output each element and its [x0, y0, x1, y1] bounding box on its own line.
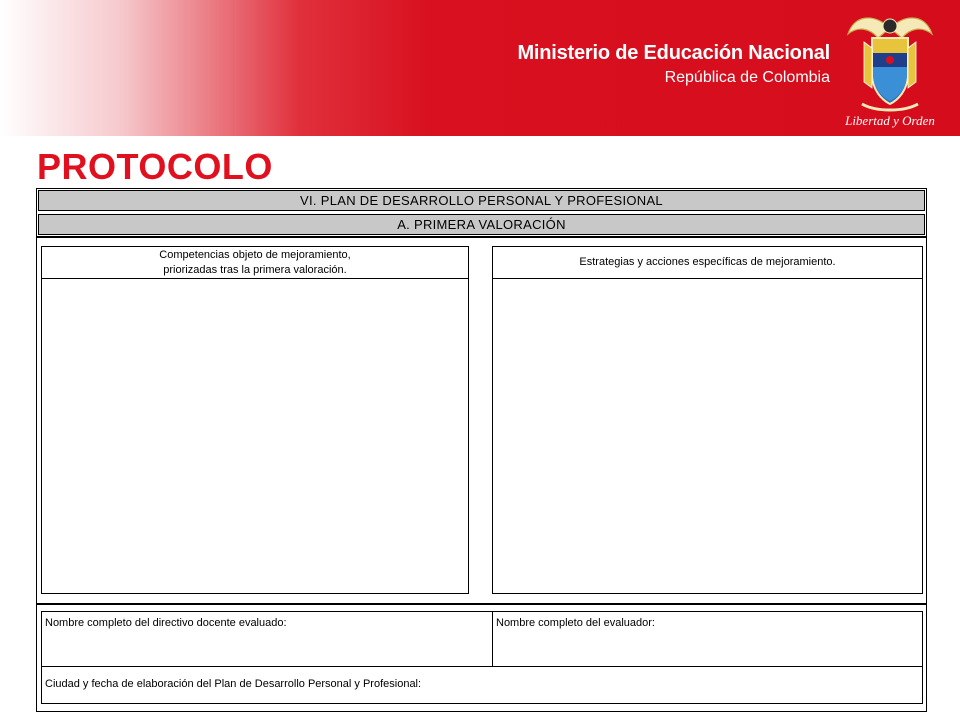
motto-text: Libertad y Orden	[845, 113, 935, 128]
evaluator-name-field[interactable]	[493, 612, 922, 666]
divider-bottom	[36, 603, 927, 605]
country-name: República de Colombia	[664, 69, 830, 86]
strategies-box[interactable]	[492, 246, 923, 594]
evaluated-name-label: Nombre completo del directivo docente evaluado:	[45, 617, 287, 629]
subsection-title: A. PRIMERA VALORACIÓN	[38, 214, 925, 235]
page-title: PROTOCOLO	[37, 146, 273, 187]
evaluator-name-label: Nombre completo del evaluador:	[496, 617, 655, 629]
city-date-label: Ciudad y fecha de elaboración del Plan de Desarrollo Personal y Profesional:	[45, 678, 422, 690]
divider-top	[36, 236, 927, 238]
signature-table	[41, 611, 923, 704]
strategies-header	[493, 247, 922, 279]
competencies-header-line2: priorizadas tras la primera valoración.	[163, 263, 347, 276]
competencies-header-line1: Competencias objeto de mejoramiento,	[159, 248, 351, 261]
ministry-name: Ministerio de Educación Nacional	[517, 42, 830, 64]
ministry-block	[517, 42, 830, 87]
city-date-field[interactable]	[42, 667, 922, 703]
section-title: VI. PLAN DE DESARROLLO PERSONAL Y PROFESIONAL	[38, 190, 925, 211]
coat-of-arms-icon	[842, 8, 938, 130]
strategies-header-text: Estrategias y acciones específicas de mejoramiento.	[579, 256, 836, 268]
competencies-header	[42, 247, 468, 279]
evaluated-name-field[interactable]	[42, 612, 492, 666]
competencies-box[interactable]	[41, 246, 469, 594]
